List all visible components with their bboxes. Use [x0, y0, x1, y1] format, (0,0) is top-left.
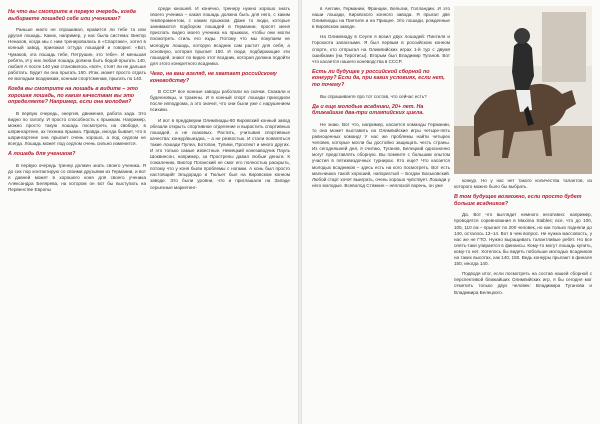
paragraph: среди юношей. И конечно, тренеру нужно хорошо знать своего ученика – какая лошадь должна быть для него, с каким темпераментом, с каким прыжком. Даже то люди, которые занимаются подбором лошадей в Германии, просят меня прислать видео моего ученика на прыжках, чтобы они могли посмотреть стиль его езды. Потому что мы покупаем не молодую лошадь, которую всадник сам растит для себя, а основную, которая прыгает 150. И люди, подбирающие эти лошадей, знают по видео этот всадник, которая должна подойти для этого конкретного всадника. — [150, 6, 290, 66]
right-column-2 — [454, 178, 592, 418]
paragraph: В СССР все конные заводы работали на скачки. Скакали и буденновцы, и тракены. И в конный спорт лошади приходили после ипподрома, а это значит, что они были уже с нарушением психики. — [150, 89, 290, 113]
question-heading: Когда вы смотрите на лошадь в видите – это хорошая лошадь, по каким качествам вы это определяете? Например, если она молодая? — [8, 86, 138, 106]
paragraph: Вы спрашиваете про тот состав, что сейчас есть? — [320, 93, 427, 99]
rider-illustration — [454, 6, 592, 174]
paragraph: В первую очередь тренер должен знать своего ученика. Я до сих пор контактирую со своими друзьями из Германии, и вот я давней может в хорошего коня для своего ученика Александра Белярева, на котором он вот бы выступать на Первенстве Европы — [8, 162, 146, 193]
left-column-2 — [150, 6, 290, 418]
left-column-1 — [8, 6, 146, 418]
paragraph: Да. Вот что выглядит немного негативно: например, проводятся соревнования в Maxima Stables; все, что до 100, 105, 110 см – прыгает по 200 человек, но как только подняли до 140, осталось 13–14. Вот в чем вопрос. Не нужна массовость, у нас же не ГТО. Нужно выращивать талантливые ребят. Но все опять-таки упирается в финансы. Кому-то могут лошадь купить, кому-то нет. Хотелось бы видеть побольше молодых всадников на таких высотах, как 140, 150. Ведь конкуры прыгают в финале 150, иногда 140. — [454, 212, 592, 267]
paragraph: На Олимпиаду в Сеуле я возил двух лошадей: Пинтиля и Горохкота запасными. Я был первым в российском конном спорте, кто отпрыгал на Олимпийских играх 1-й тур с двумя ошибками (на Тиротисы). Вторым был Владимир Туганов. Вот что касается нашего коневодства в СССР. — [312, 34, 450, 64]
paragraph: в Англии, Германии, Франции, Бельгии, Голландии. И это наши лошади, Кировского конного завода. Я прыгал две Олимпиады на Пинтиле и на Прищее. Это лошади, рожденные в Кировском заводе. — [312, 6, 450, 30]
question-heading: Да и еще молодые всадники, 20+ лет. На ближайшие два-три олимпийских цикла. — [312, 103, 424, 117]
question-heading: В том будущее возможно, если просто будет больше всадников? — [454, 194, 582, 207]
paragraph: В первую очередь, энергия, движения, работа зада. Это видно по галопу. И просто способность к прыжкам. Например, можно просто такую лошадь посмотреть на свободе, в шпрингартене, ах техника прыжка. Правда, иногда бывает, что в шпрингартене она прыгает очень хорошо, а под седлом не всегда. Лошадь может под седлом очень сильно изменится. — [8, 110, 146, 147]
question-heading: Есть ли будущее у российской сборной по конкуру? Если да, при каких условиях, если нет, то почему? — [312, 68, 445, 89]
left-page — [0, 0, 298, 424]
question-heading: Чего, на ваш взгляд, не хватает российскому коневодству? — [150, 70, 277, 84]
right-column-1 — [312, 6, 450, 418]
paragraph: Раньше никто не спрашивал, нравится ли тебе та или другая лошадь. Каких, например, у нас была система: Виктор Ненахов, когда мы с ним тренировались в «Спартаке», хотел в конный завод, приезжал оттуда лошадей и говорил: «Вот, Чумаков, эта лошадь тебе, Петрушин, это тебе». И меньшая ребята, И у них любая лошадь должна быть бедой прыгать 140, любая! А после 140 уже становилось «всё», стоят ли не дальше работать. Будет ли она прыгать 160. Итак, может просто отдать ее молодым всадникам, конным спортсменам, прыгать по 140. — [8, 27, 146, 81]
right-page — [302, 0, 600, 424]
paragraph: И вот в преддверии Олимпиады-80 Кировский конный завод обязали открыть спортивное отделение и вырастить спортивных лошадей, а не скаковых. Растить, учитывая спортивные качества: конкур/выездка, – а не резвостью. И стали появляться такие лошади Пулеа, Ботопан, Тупики, Проспект и много других. И это только самые известные. Немецкий конезаводчик Пауль Шоквинсон, например, за Прострелы давал любые деньги. К сожалению, Виктор Поганский не смог его полностью раскрыть, потому что у коня были проблемы с ногами. А конь был просто настоящий! Эльдорадо и Тюльет был на Кировском конном заводе. Это были уровни, что и приглашали на Западе серьезные маркетинг- — [150, 117, 290, 190]
rider-photo — [454, 6, 592, 174]
paragraph: Подводя итог, если посмотреть на состав нашей сборной с перспективой ближайших Олимпийских игр, я бы сегодня мог отметить только двух человек: Владимира Туганова и Владимира Белецкого. — [454, 271, 592, 295]
paragraph: конкур. Но у нас нет такого количества талантов, из которого можно было бы выбрать. — [454, 178, 592, 190]
question-heading: А лошадь для учеников? — [8, 151, 76, 158]
paragraph: Не знаю. Вот что, например, касается команды Германии, то она может выставить на Олимпийские игры четыре-пять равноценных команд! У нас же проблемы найти четырех человек, которые могли бы достойно защищать честь страны. Из сегодняшней дня, я считаю, Туганов, Белецкий однозначно могут представлять сборную. Вы помните с большим опытом участия в пятизвездочных турнирах. Кто еще? Что касается молодых всадников – здесь есть на кого посмотреть. Вот есть мальчишка такой хороший, напористый – Богдан Баськовский. Любой старт хочет выиграть, очень хорошо чувствует. Лошади у него молодые. Всеволод Стяжкин – неплохой парень, он уже — [312, 121, 450, 188]
question-heading: На что вы смотрите в первую очередь, когда выбираете лошадей себе или ученикам? — [8, 9, 136, 22]
